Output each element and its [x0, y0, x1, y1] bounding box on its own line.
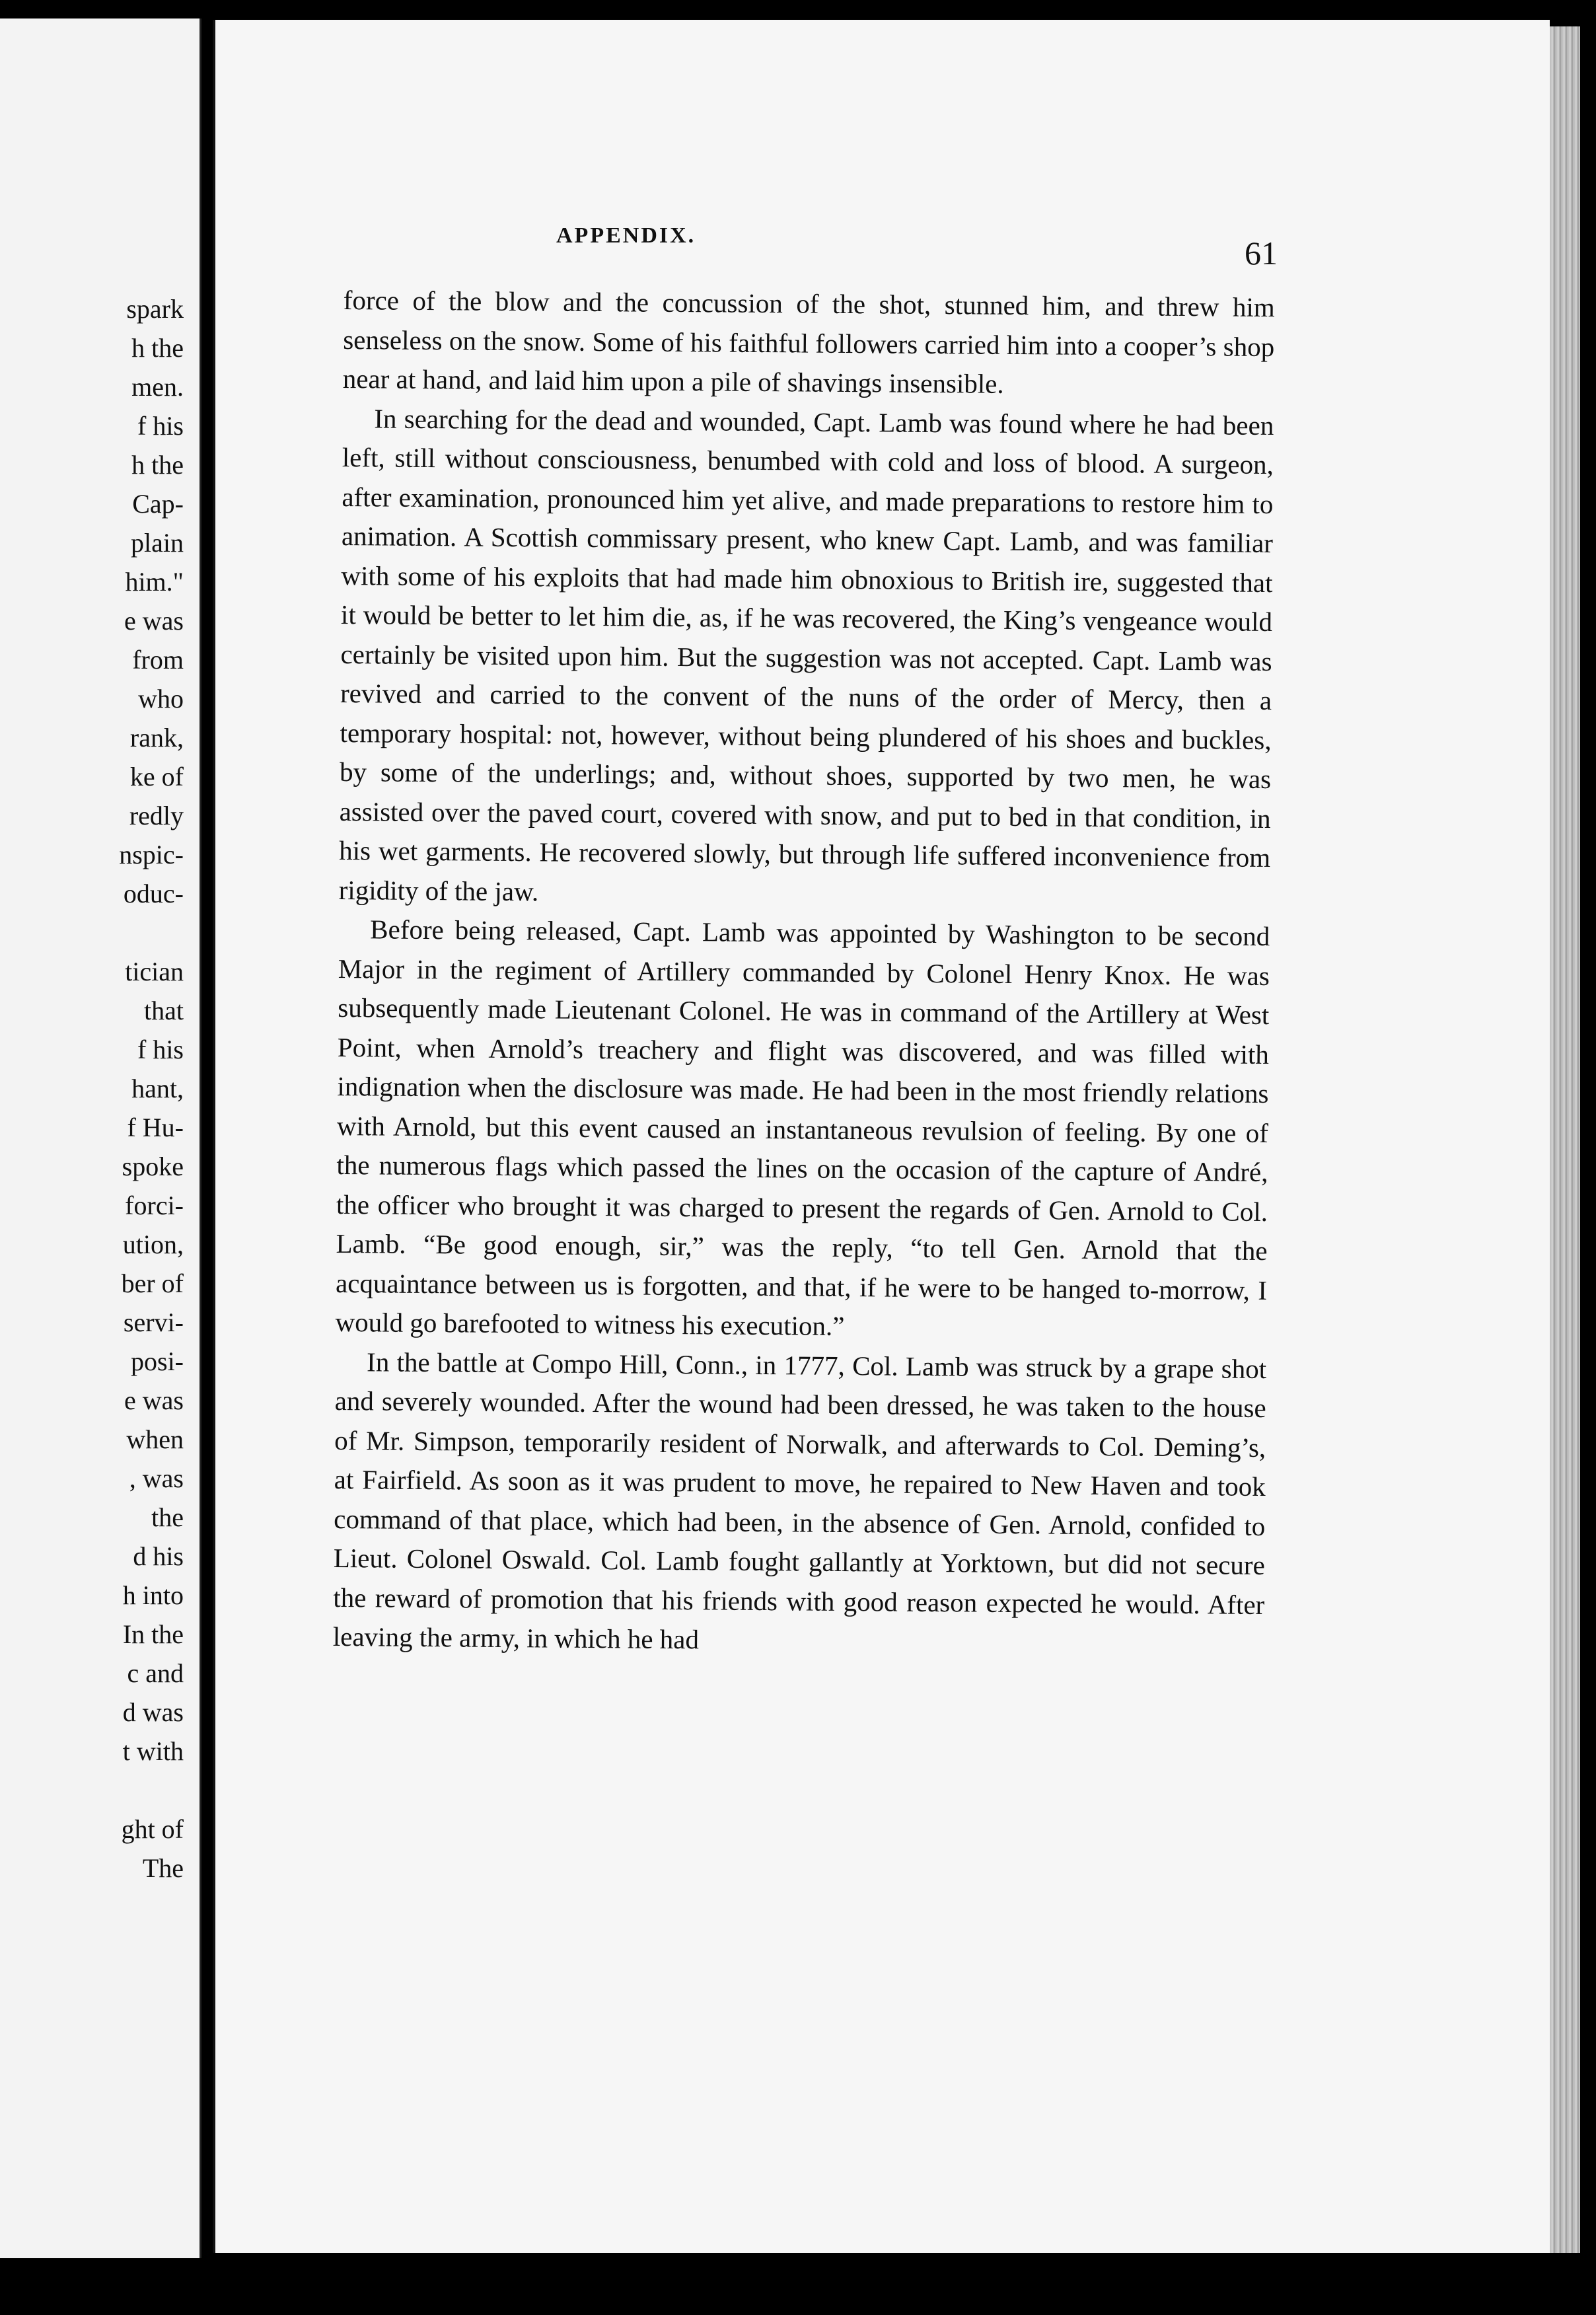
- paragraph: Before being released, Capt. Lamb was appointed by Washington to be second Major in the regiment of Artillery commanded by Colonel Henry Knox. He was subsequently made Lieutenant Colonel. He was in command of the Artillery at West Point, when Arnold’s treachery and flight was discovered, and was filled with indignation when the disclosure was made. He had been in the most friendly relations with Arnold, but this event caused an instantaneous revulsion of feeling. By one of the numerous flags which passed the lines on the occasion of the capture of André, the officer who brought it was charged to present the regards of Gen. Arnold to Col. Lamb. “Be good enough, sir,” was the reply, “to tell Gen. Arnold that the acquaintance between us is forgotten, and that, if he were to be hanged to-morrow, I would go barefooted to witness his execution.”: [335, 914, 1270, 1342]
- left-page-line-fragment: ber of: [121, 1268, 184, 1298]
- left-page-line-fragment: f his: [137, 411, 184, 441]
- left-page-line-fragment: posi-: [131, 1346, 184, 1376]
- running-head: APPENDIX.: [556, 223, 696, 248]
- left-page-line-fragment: nspic-: [119, 840, 184, 869]
- left-page-line-fragment: spoke: [122, 1152, 184, 1181]
- left-page-line-fragment: d was: [122, 1697, 184, 1727]
- left-page-line-fragment: e was: [124, 606, 184, 636]
- left-page-line-fragment: The: [142, 1853, 184, 1883]
- left-page-line-fragment: oduc-: [123, 879, 184, 908]
- left-page-line-fragment: hant,: [131, 1074, 184, 1103]
- left-page-line-fragment: tician: [125, 957, 184, 986]
- left-page-line-fragment: ution,: [122, 1230, 184, 1259]
- left-page-line-fragment: Cap-: [132, 489, 184, 519]
- left-page-line-fragment: d his: [133, 1541, 184, 1571]
- left-page-line-fragment: h the: [131, 450, 184, 480]
- left-page-line-fragment: f his: [137, 1035, 184, 1064]
- left-page-line-fragment: h into: [122, 1580, 184, 1610]
- left-page-line-fragment: forci-: [125, 1191, 184, 1220]
- left-page-line-fragment: that: [144, 996, 184, 1025]
- left-page-line-fragment: the: [151, 1502, 184, 1532]
- left-page-line-fragment: spark: [126, 294, 184, 324]
- left-page-line-fragment: f Hu-: [127, 1113, 184, 1142]
- left-page-line-fragment: In the: [122, 1619, 184, 1649]
- page-number: 61: [1245, 235, 1278, 272]
- left-page-line-fragment: t with: [122, 1736, 184, 1766]
- left-page-line-fragment: him.": [125, 567, 184, 597]
- paragraph: In searching for the dead and wounded, Capt. Lamb was found where he had been left, still without consciousness, benumbed with cold and loss of blood. A surgeon, after examination, pronounced him yet alive, and made preparations to restore him to animation. A Scottish commissary present, who knew Capt. Lamb, and was familiar with some of his exploits that had made him obnoxious to British ire, suggested that it would be better to let him die, as, if he was recovered, the King’s vengeance would certainly be visited upon him. But the suggestion was not accepted. Capt. Lamb was revived and carried to the convent of the nuns of the order of Mercy, then a temporary hospital: not, however, without being plundered of his shoes and buckles, by some of the underlings; and, without shoes, supported by two men, he was assisted over the paved court, covered with snow, and put to bed in that condition, in his wet garments. He recovered slowly, but through life suffered inconvenience from rigidity of the jaw.: [338, 402, 1274, 906]
- left-page-line-fragment: who: [138, 684, 184, 714]
- left-page-line-fragment: h the: [131, 333, 184, 363]
- left-page-line-fragment: ght of: [121, 1814, 184, 1844]
- left-page-line-fragment: rank,: [129, 723, 184, 753]
- paragraph: In the battle at Compo Hill, Conn., in 1777, Col. Lamb was struck by a grape shot and severely wounded. After the wound had been dressed, he was taken to the house of Mr. Simpson, temporarily resident of Norwalk, and afterwards to Col. Deming’s, at Fairfield. As soon as it was prudent to move, he repaired to New Haven and took command of that place, which had been, in the absence of Gen. Arnold, confided to Lieut. Colonel Oswald. Col. Lamb fought gallantly at Yorktown, but did not secure the reward of promotion that his friends with good reason expected he would. After leaving the army, in which he had: [332, 1346, 1267, 1655]
- left-page-line-fragment: men.: [131, 372, 184, 402]
- left-page-line-fragment: ke of: [129, 762, 184, 791]
- left-page-line-fragment: , was: [129, 1463, 184, 1493]
- left-facing-page: [0, 18, 201, 2258]
- left-page-line-fragment: servi-: [123, 1307, 184, 1337]
- left-page-line-fragment: c and: [127, 1658, 184, 1688]
- left-page-line-fragment: redly: [129, 801, 184, 830]
- body-text: [333, 281, 1275, 1664]
- left-page-line-fragment: e was: [124, 1385, 184, 1415]
- left-page-line-fragment: when: [126, 1424, 184, 1454]
- left-page-line-fragment: plain: [131, 528, 184, 558]
- left-page-line-fragment: from: [132, 645, 184, 675]
- paragraph: force of the blow and the concussion of the shot, stunned him, and threw him senseless on the snow. Some of his faithful followers carried him into a cooper’s shop near at hand, and laid him upon a pile of shavings insensible.: [342, 284, 1275, 399]
